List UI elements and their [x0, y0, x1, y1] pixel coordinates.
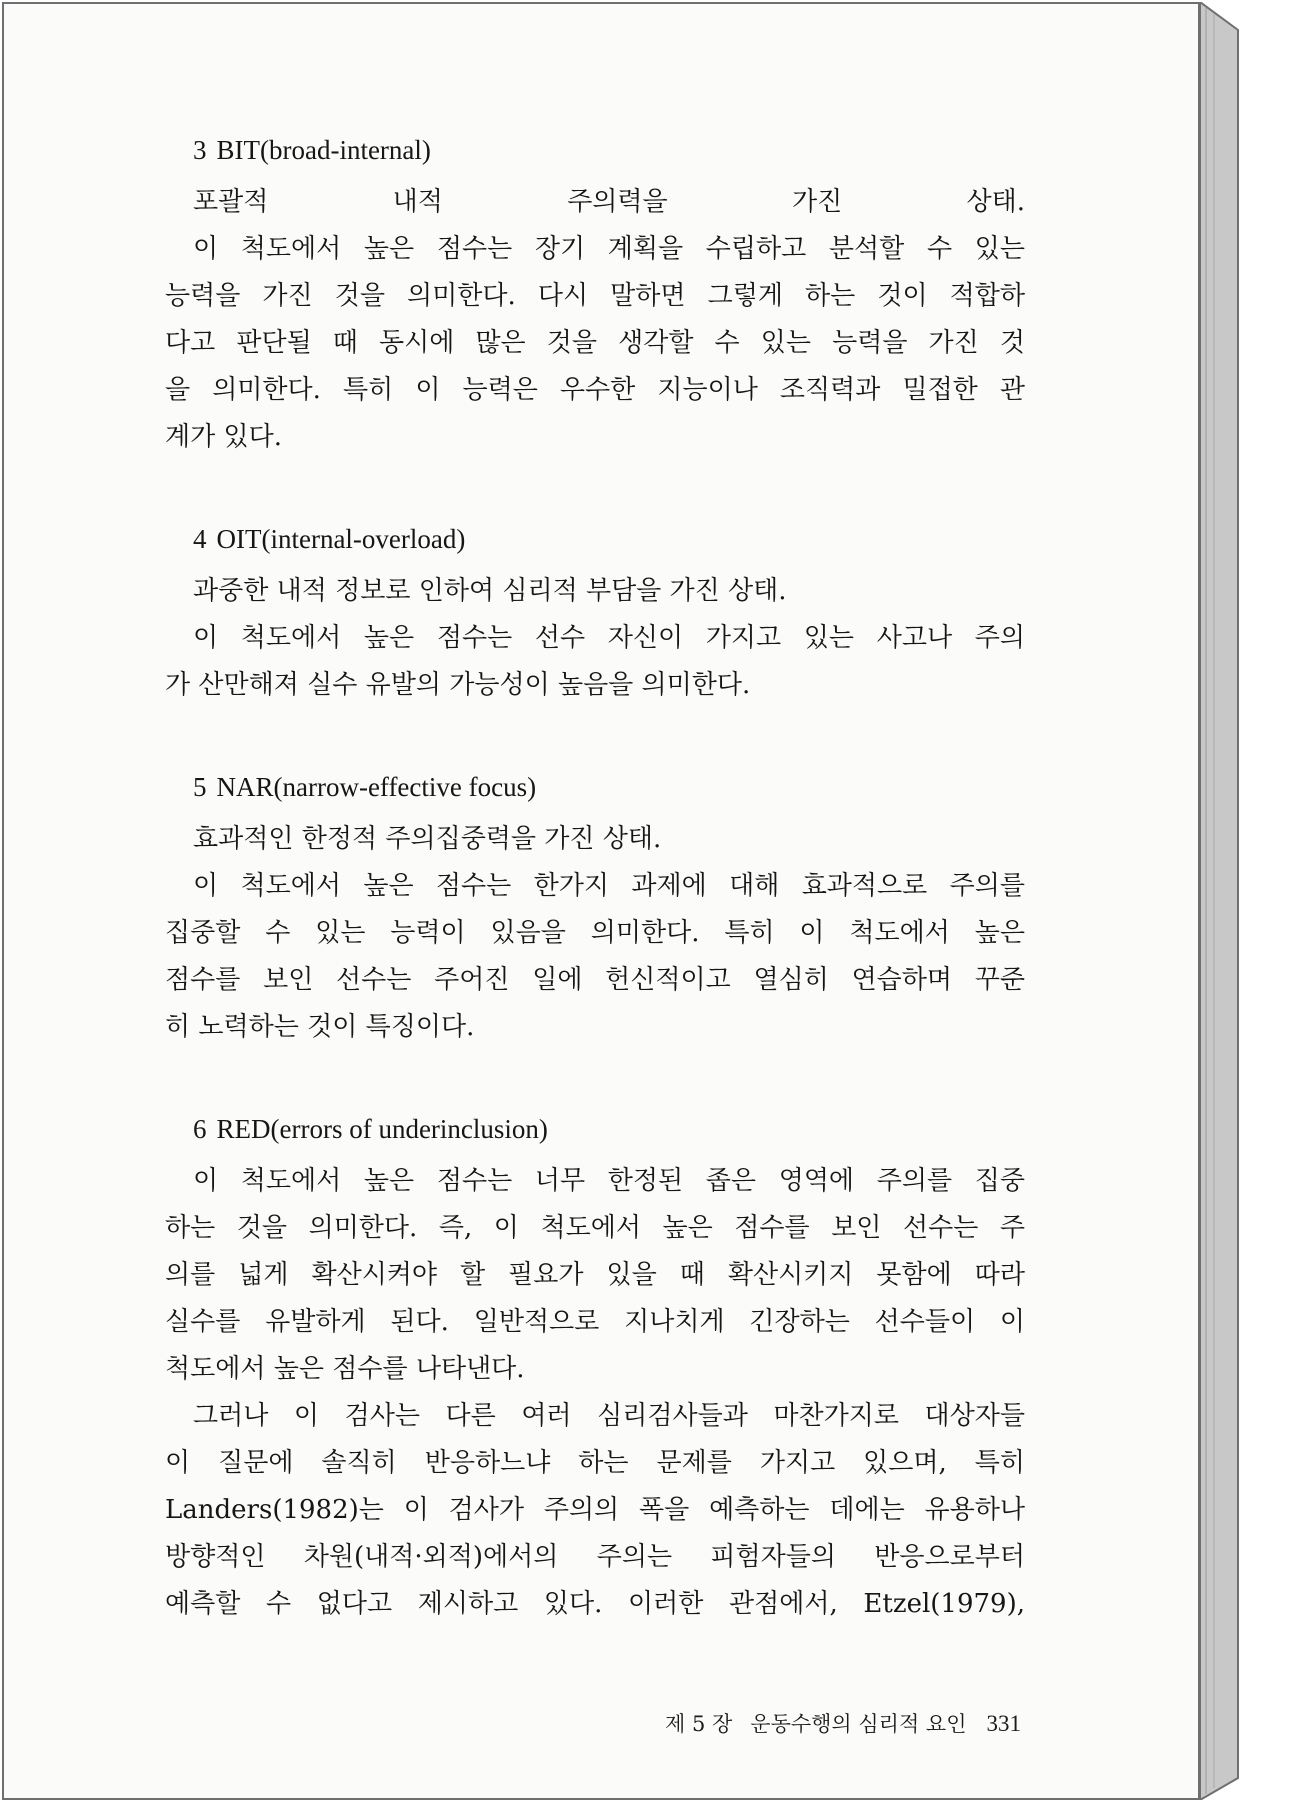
- text-line: 히 노력하는 것이 특징이다.: [165, 1012, 475, 1042]
- page-stack-edge: [1200, 2, 1240, 1800]
- text-line: 점수를 보인 선수는 주어진 일에 헌신적이고 열심히 연습하며 꾸준: [165, 965, 1025, 995]
- text-line: 방향적인 차원(내적·외적)에서의 주의는 피험자들의 반응으로부터: [165, 1542, 1025, 1572]
- text-line: 의를 넓게 확산시켜야 할 필요가 있을 때 확산시키지 못함에 따라: [165, 1260, 1025, 1290]
- footer-title: 운동수행의 심리적 요인: [750, 1712, 967, 1736]
- text-line: 효과적인 한정적 주의집중력을 가진 상태.: [193, 824, 662, 854]
- page-body: [165, 133, 1025, 1628]
- section-bit: [165, 133, 1025, 461]
- text-line: 이 척도에서 높은 점수는 한가지 과제에 대해 효과적으로 주의를: [193, 871, 1025, 901]
- text-line: 을 의미한다. 특히 이 능력은 우수한 지능이나 조직력과 밀접한 관: [165, 375, 1025, 405]
- page-number: 331: [986, 1711, 1021, 1736]
- footer-chapter: 제 5 장: [664, 1712, 733, 1736]
- text-line: 이 척도에서 높은 점수는 너무 한정된 좁은 영역에 주의를 집중: [193, 1166, 1025, 1196]
- text-line: 과중한 내적 정보로 인하여 심리적 부담을 가진 상태.: [193, 576, 787, 606]
- section-term: BIT(broad-internal): [216, 135, 431, 165]
- section-heading: [165, 770, 1025, 804]
- section-number: 6: [193, 1114, 207, 1144]
- section-heading: [165, 1112, 1025, 1146]
- text-line: 예측할 수 없다고 제시하고 있다. 이러한 관점에서, Etzel(1979),: [165, 1589, 1025, 1619]
- section-term: OIT(internal-overload): [216, 524, 466, 554]
- text-line: 집중할 수 있는 능력이 있음을 의미한다. 특히 이 척도에서 높은: [165, 918, 1025, 948]
- text-line: 이 질문에 솔직히 반응하느냐 하는 문제를 가지고 있으며, 특히: [165, 1448, 1025, 1478]
- text-line: 척도에서 높은 점수를 나타낸다.: [165, 1354, 525, 1384]
- section-oit: [165, 522, 1025, 709]
- section-heading: [165, 522, 1025, 556]
- text-line: 가 산만해져 실수 유발의 가능성이 높음을 의미한다.: [165, 670, 751, 700]
- text-line: 다고 판단될 때 동시에 많은 것을 생각할 수 있는 능력을 가진 것: [165, 328, 1025, 358]
- text-line: 이 척도에서 높은 점수는 선수 자신이 가지고 있는 사고나 주의: [193, 623, 1025, 653]
- text-line: 계가 있다.: [165, 422, 282, 452]
- text-line: 실수를 유발하게 된다. 일반적으로 지나치게 긴장하는 선수들이 이: [165, 1307, 1025, 1337]
- text-line: 포괄적 내적 주의력을 가진 상태.: [193, 187, 1025, 217]
- text-line: Landers(1982)는 이 검사가 주의의 폭을 예측하는 데에는 유용하나: [165, 1495, 1025, 1525]
- section-term: NAR(narrow-effective focus): [216, 772, 537, 802]
- section-number: 5: [193, 772, 207, 802]
- text-line: 그러나 이 검사는 다른 여러 심리검사들과 마찬가지로 대상자들: [193, 1401, 1025, 1431]
- section-term: RED(errors of underinclusion): [216, 1114, 548, 1144]
- section-heading: [165, 133, 1025, 167]
- section-number: 3: [193, 135, 207, 165]
- section-red: [165, 1112, 1025, 1628]
- text-line: 하는 것을 의미한다. 즉, 이 척도에서 높은 점수를 보인 선수는 주: [165, 1213, 1025, 1243]
- text-line: 이 척도에서 높은 점수는 장기 계획을 수립하고 분석할 수 있는: [193, 234, 1025, 264]
- section-number: 4: [193, 524, 207, 554]
- text-line: 능력을 가진 것을 의미한다. 다시 말하면 그렇게 하는 것이 적합하: [165, 281, 1025, 311]
- running-footer: [665, 1708, 1021, 1738]
- section-nar: [165, 770, 1025, 1051]
